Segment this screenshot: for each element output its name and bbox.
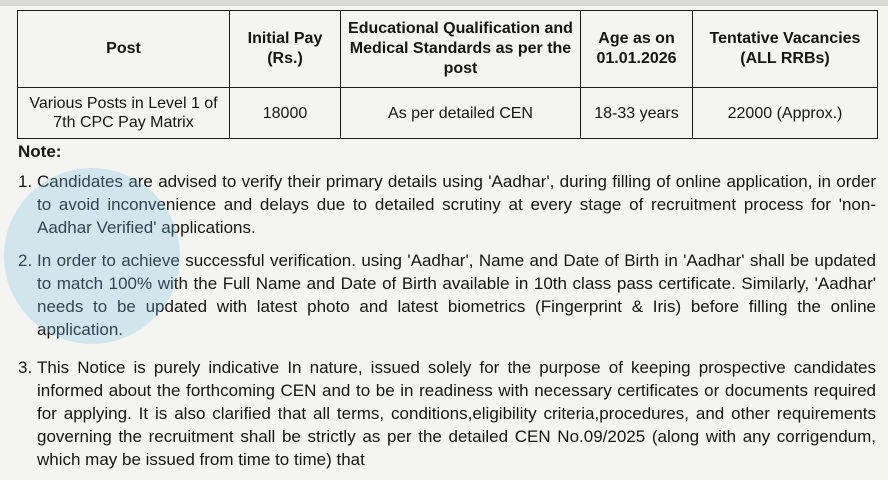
note-number: 2. bbox=[18, 251, 33, 270]
note-number: 1. bbox=[18, 172, 33, 191]
note-text: Candidates are advised to verify their primary details using 'Aadhar', during filling of online application, in order to avoid inconvenience and delays due to detailed scrutiny at every stage of recruitment process for 'non- Aadhar Verified' applications. bbox=[37, 172, 876, 237]
header-vacancies: Tentative Vacancies (ALL RRBs) bbox=[693, 11, 878, 88]
table-row bbox=[18, 88, 878, 139]
cell-initial-pay: 18000 bbox=[230, 88, 341, 139]
cell-vacancies: 22000 (Approx.) bbox=[693, 88, 878, 139]
note-item-2 bbox=[18, 249, 876, 341]
header-age: Age as on 01.01.2026 bbox=[581, 11, 693, 88]
header-post: Post bbox=[18, 11, 230, 88]
note-text: This Notice is purely indicative In nature, issued solely for the purpose of keeping prospective candidates informed about the forthcoming CEN and to be in readiness with necessary certificates or documents required for applying. It is also clarified that all terms, conditions,eligibility criteria,procedures, and other requirements governing the recruitment shall be strictly as per the detailed CEN No.09/2025 (along with any corrigendum, which may be issued from time to time) that bbox=[37, 358, 876, 469]
header-qualification: Educational Qualification and Medical Standards as per the post bbox=[341, 11, 581, 88]
top-cropped-strip bbox=[0, 0, 888, 6]
notes-heading: Note: bbox=[18, 142, 62, 161]
note-item-1 bbox=[18, 170, 876, 239]
cell-age: 18-33 years bbox=[581, 88, 693, 139]
header-initial-pay: Initial Pay (Rs.) bbox=[230, 11, 341, 88]
table-header-row bbox=[18, 11, 878, 88]
cell-qualification: As per detailed CEN bbox=[341, 88, 581, 139]
note-item-3 bbox=[18, 356, 876, 471]
note-text: In order to achieve successful verification. using 'Aadhar', Name and Date of Birth in 'Aadhar' shall be updated to match 100% with the Full Name and Date of Birth available in 10th class pass certificate. Similarly, 'Aadhar' needs to be updated with latest photo and latest biometrics (Fingerprint & Iris) before filling the online application. bbox=[37, 251, 876, 339]
note-number: 3. bbox=[18, 358, 33, 377]
cell-post: Various Posts in Level 1 of 7th CPC Pay Matrix bbox=[18, 88, 230, 139]
vacancy-table bbox=[17, 10, 878, 139]
